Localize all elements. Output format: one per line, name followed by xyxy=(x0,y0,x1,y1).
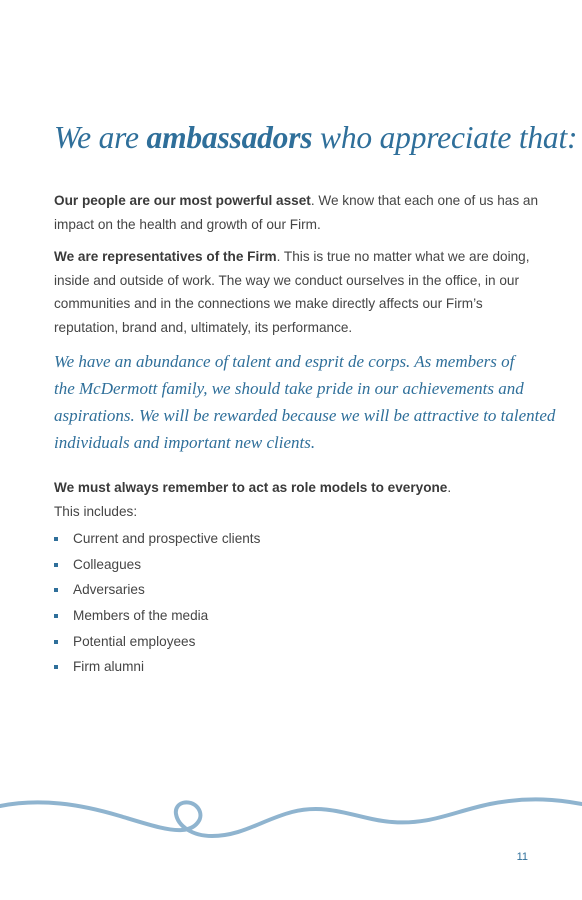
heading-emphasis: ambassadors xyxy=(146,120,313,155)
list-item-label: Current and prospective clients xyxy=(73,531,261,546)
list-item xyxy=(54,632,260,658)
list-item xyxy=(54,657,260,683)
bullet-square-icon xyxy=(54,537,58,541)
ribbon-path xyxy=(0,799,582,836)
list-item-label: Potential employees xyxy=(73,633,196,649)
role-models-lead xyxy=(54,476,544,523)
role-models-subtext: This includes: xyxy=(54,503,138,519)
list-item-label: Adversaries xyxy=(73,582,145,598)
paragraph-text: . We know that each one of us has an impact on the health and growth of our Firm. xyxy=(54,193,539,232)
paragraph-people-asset xyxy=(54,189,544,236)
quote-line: the McDermott family, we should take pride in our achievements and xyxy=(54,379,524,398)
pull-quote xyxy=(54,348,554,456)
bullet-square-icon xyxy=(54,563,58,567)
page-number: 11 xyxy=(516,851,528,863)
list-item xyxy=(54,580,260,606)
heading-part-2: who appreciate that: xyxy=(312,120,578,155)
wave-ribbon-decoration xyxy=(0,786,582,848)
role-models-statement xyxy=(54,476,544,500)
role-models-bold: We must always remember to act as role models to everyone xyxy=(54,480,448,495)
quote-line: aspirations. We will be rewarded because we will be attractive to talented xyxy=(54,406,556,425)
list-item xyxy=(54,606,260,632)
quote-line: We have an abundance of talent and esprit de corps. As members of xyxy=(54,352,515,371)
list-item-label: Firm alumni xyxy=(73,659,144,675)
bullet-square-icon xyxy=(54,665,58,669)
audience-list xyxy=(54,529,260,683)
list-item xyxy=(54,529,260,555)
paragraph-bold-lead: Our people are our most powerful asset xyxy=(54,193,311,208)
bullet-square-icon xyxy=(54,588,58,592)
paragraph-bold-lead: We are representatives of the Firm xyxy=(54,249,277,264)
list-item xyxy=(54,555,260,581)
heading-part-1: We are xyxy=(54,120,147,155)
bullet-square-icon xyxy=(54,640,58,644)
paragraph-representatives xyxy=(54,245,544,339)
page-heading xyxy=(54,120,578,156)
list-item-label: Colleagues xyxy=(73,556,142,572)
paragraph-text: . This is true no matter what we are doing, inside and outside of work. The way we conduct ourselves in the office, in our communities and in the connections we make directly affects our Firm’s reputation, brand and, ultimately, its performance. xyxy=(54,249,530,335)
quote-line: individuals and important new clients. xyxy=(54,433,316,452)
bullet-square-icon xyxy=(54,614,58,618)
role-models-period: . xyxy=(447,480,452,495)
list-item-label: Members of the media xyxy=(73,608,209,624)
